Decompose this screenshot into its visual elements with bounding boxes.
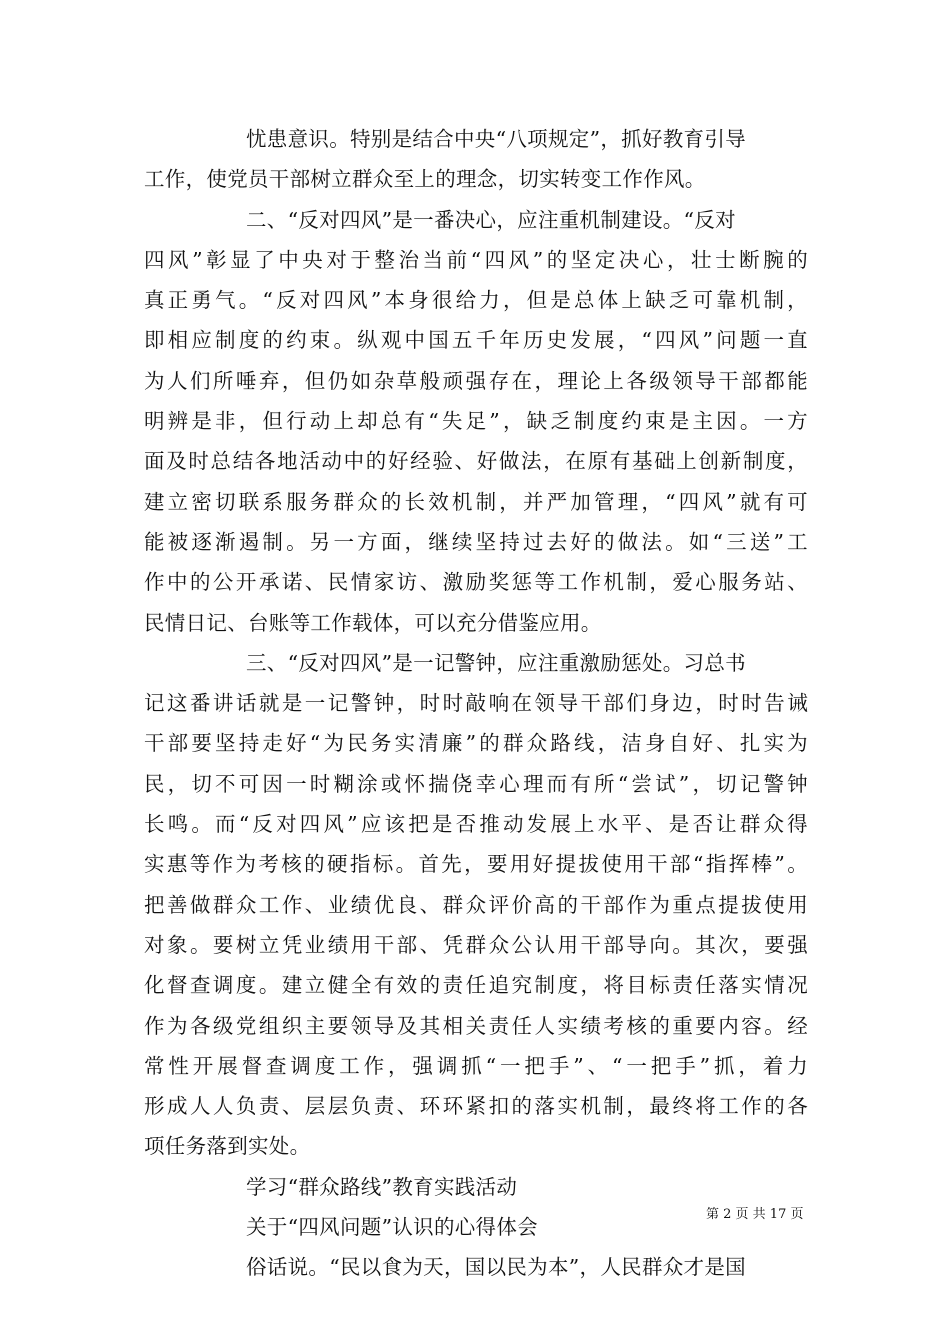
text-line: 四风”彰显了中央对于整治当前“四风”的坚定决心，壮士断腕的	[144, 247, 808, 272]
text-line: 三、“反对四风”是一记警钟，应注重激励惩处。习总书	[246, 650, 746, 675]
text-line: 二、“反对四风”是一番决心，应注重机制建设。“反对	[246, 207, 736, 232]
document-body	[144, 119, 808, 1288]
text-line: 即相应制度的约束。纵观中国五千年历史发展，“四风”问题一直	[144, 328, 808, 353]
paragraph-2	[144, 200, 808, 643]
text-line: 明辨是非，但行动上却总有“失足”，缺乏制度约束是主因。一方	[144, 409, 808, 434]
paragraph-4	[144, 1247, 808, 1287]
text-line: 对象。要树立凭业绩用干部、凭群众公认用干部导向。其次，要强	[144, 932, 808, 957]
paragraph-1	[144, 119, 808, 200]
text-line: 工作，使党员干部树立群众至上的理念，切实转变工作作风。	[144, 167, 706, 192]
text-line: 长鸣。而“反对四风”应该把是否推动发展上水平、是否让群众得	[144, 812, 808, 837]
text-line: 干部要坚持走好“为民务实清廉”的群众路线，洁身自好、扎实为	[144, 731, 808, 756]
section-title-1: 学习“群众路线”教育实践活动	[246, 1174, 518, 1199]
text-line: 为人们所唾弃，但仍如杂草般顽强存在，理论上各级领导干部都能	[144, 368, 808, 393]
text-line: 忧患意识。特别是结合中央“八项规定”，抓好教育引导	[246, 127, 746, 151]
section-title-2: 关于“四风问题”认识的心得体会	[246, 1215, 538, 1240]
text-line: 建立密切联系服务群众的长效机制，并严加管理，“四风”就有可	[144, 489, 808, 514]
text-line: 面及时总结各地活动中的好经验、好做法，在原有基础上创新制度，	[144, 449, 808, 474]
text-line: 民，切不可因一时糊涂或怀揣侥幸心理而有所“尝试”，切记警钟	[144, 771, 808, 796]
text-line: 俗话说。“民以食为天，国以民为本”，人民群众才是国	[246, 1255, 746, 1280]
page-number-footer: 第 2 页 共 17 页	[706, 1207, 804, 1222]
text-line: 形成人人负责、层层负责、环环紧扣的落实机制，最终将工作的各	[144, 1094, 808, 1119]
text-line: 作中的公开承诺、民情家访、激励奖惩等工作机制，爱心服务站、	[144, 570, 808, 595]
text-line: 作为各级党组织主要领导及其相关责任人实绩考核的重要内容。经	[144, 1013, 808, 1038]
text-line: 民情日记、台账等工作载体，可以充分借鉴应用。	[144, 610, 602, 635]
text-line: 实惠等作为考核的硬指标。首先，要用好提拔使用干部“指挥棒”。	[144, 852, 808, 877]
text-line: 常性开展督查调度工作，强调抓“一把手”、“一把手”抓，着力	[144, 1053, 808, 1078]
text-line: 记这番讲话就是一记警钟，时时敲响在领导干部们身边，时时告诫	[144, 691, 808, 716]
text-line: 化督查调度。建立健全有效的责任追究制度，将目标责任落实情况	[144, 973, 808, 998]
text-line: 真正勇气。“反对四风”本身很给力，但是总体上缺乏可靠机制，	[144, 288, 808, 313]
text-line: 能被逐渐遏制。另一方面，继续坚持过去好的做法。如“三送”工	[144, 529, 808, 554]
paragraph-3	[144, 643, 808, 1167]
text-line: 项任务落到实处。	[144, 1134, 311, 1159]
text-line: 把善做群众工作、业绩优良、群众评价高的干部作为重点提拔使用	[144, 892, 808, 917]
